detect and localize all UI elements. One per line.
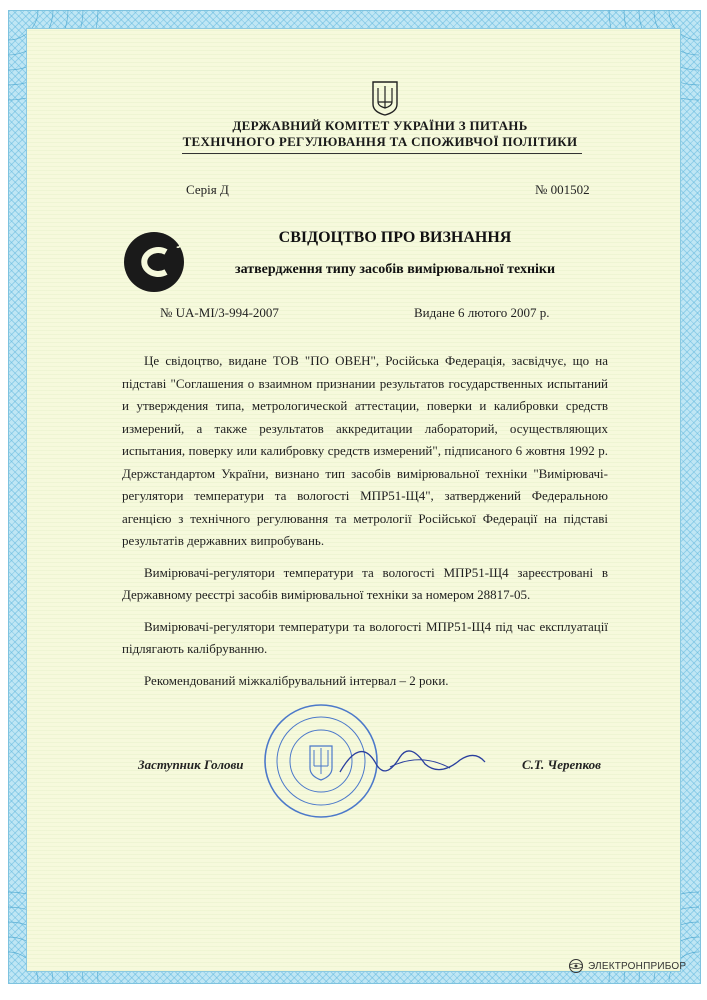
body-paragraph: Вимірювачі-регулятори температури та вологості МПР51-Щ4 під час експлуатації підлягають калібруванню. [122,618,608,656]
issuer-name-line1: ДЕРЖАВНИЙ КОМІТЕТ УКРАЇНИ З ПИТАНЬ [232,118,528,133]
signatory-position: Заступник Голови [138,757,244,772]
signatory-name: С.Т. Черепков [522,757,601,772]
body-paragraph: Це свідоцтво, видане ТОВ "ПО ОВЕН", Російська Федерація, засвідчує, що на підставі "Соглашения о взаимном признании результатов государственных испытаний и утверждения типа, метрологической аттестации, поверки и калибровки средств измерений, а также результатов аккредитации лабораторий, осуществляющих испытания, поверку или калибровку средств измерений", підписаного 6 жовтня 1992 р. Держстандартом України, визнано тип засобів вимірювальної техніки "Вимірювачі-регулятори температури та вологості МПР51-Щ4", затверджений Федеральною агенцією з технічного регулювання та метрології Російської Федерації на підставі результатів державних випробувань. [122,353,608,548]
signature-icon [330,732,490,792]
certificate-number: № UA-MI/3-994-2007 [160,305,279,320]
body-paragraph: Рекомендований міжкалібрувальний інтервал – 2 роки. [144,672,449,688]
issuer-name-line2: ТЕХНІЧНОГО РЕГУЛЮВАННЯ ТА СПОЖИВЧОЇ ПОЛІТИКИ [182,134,578,149]
issue-date: Видане 6 лютого 2007 р. [414,305,550,320]
header-divider [182,153,582,154]
document-title: СВІДОЦТВО ПРО ВИЗНАННЯ [278,229,512,246]
certificate-body [122,350,608,701]
svg-text:У: У [176,237,184,251]
document-number: № 001502 [535,182,590,197]
body-paragraph: Вимірювачі-регулятори температури та вологості МПР51-Щ4 зареєстровані в Державному реєстрі засобів вимірювальної техніки за номером 28817-05. [122,564,608,602]
series-label: Серія Д [186,182,229,197]
brand-watermark: ЭЛЕКТРОНПРИБОР [588,961,687,972]
document-subtitle: затвердження типу засобів вимірювальної техніки [234,262,556,277]
conformity-logo-icon [120,224,192,296]
trident-emblem-icon [370,80,400,116]
brand-logo-icon [568,958,584,974]
